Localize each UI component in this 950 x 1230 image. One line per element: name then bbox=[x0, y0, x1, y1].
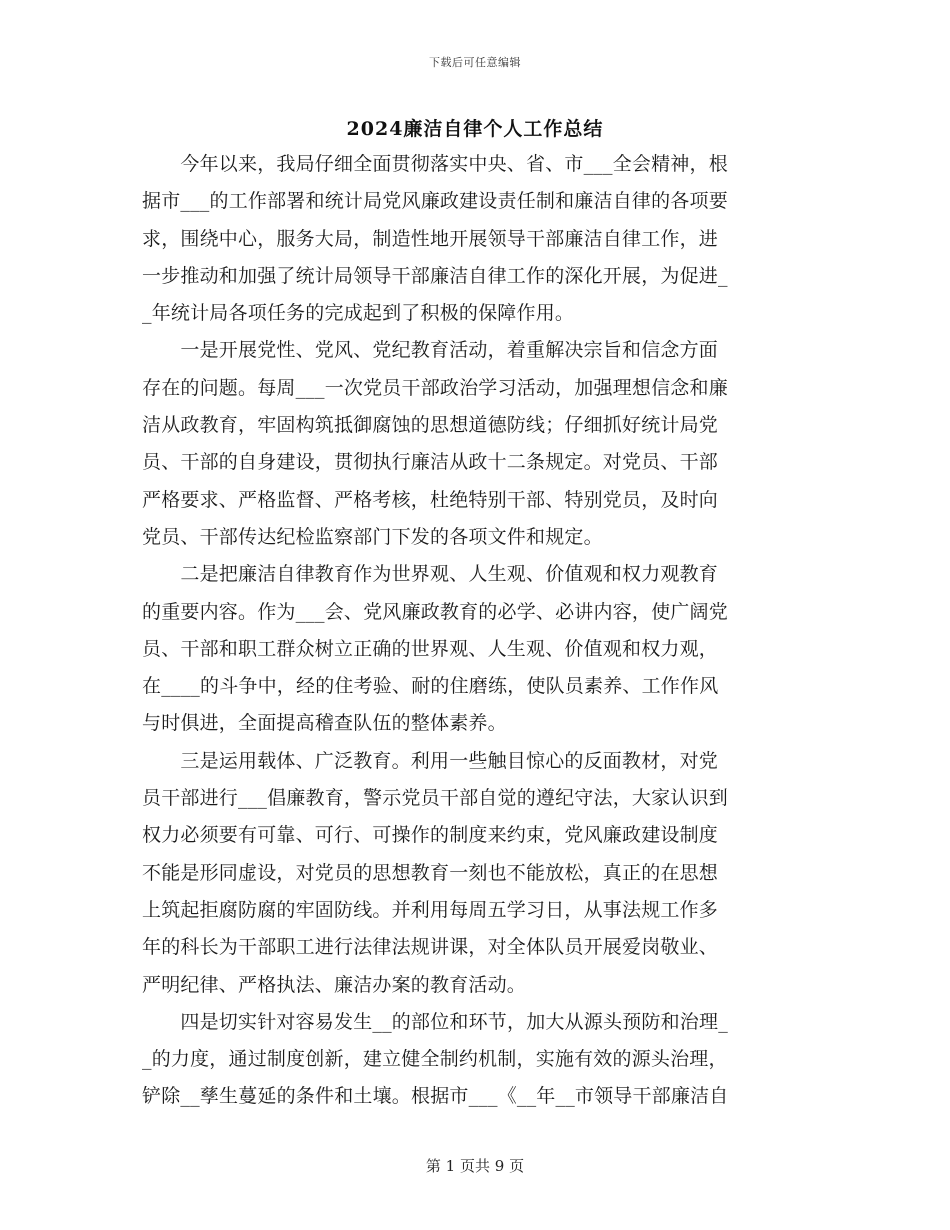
body-line: 一步推动和加强了统计局领导干部廉洁自律工作的深化开展，为促进_ bbox=[142, 264, 728, 287]
page-header: 下载后可任意编辑 bbox=[429, 56, 521, 69]
body-line: 据市___的工作部署和统计局党风廉政建设责任制和廉洁自律的各项要 bbox=[142, 190, 728, 213]
body-line: 与时俱进，全面提高稽查队伍的整体素养。 bbox=[142, 712, 507, 735]
body-line: 洁从政教育，牢固构筑抵御腐蚀的思想道德防线；仔细抓好统计局党 bbox=[142, 414, 719, 437]
body-line: 三是运用载体、广泛教育。利用一些触目惊心的反面教材，对党 bbox=[142, 749, 719, 772]
body-line: 铲除__孳生蔓延的条件和土壤。根据市___《__年__市领导干部廉洁自 bbox=[142, 1085, 729, 1108]
body-line: 严格要求、严格监督、严格考核，杜绝特别干部、特别党员，及时向 bbox=[142, 488, 719, 511]
page-footer: 第 1 页共 9 页 bbox=[425, 1157, 525, 1175]
body-line: 员、干部的自身建设，贯彻执行廉洁从政十二条规定。对党员、干部 bbox=[142, 451, 719, 474]
body-line: 二是把廉洁自律教育作为世界观、人生观、价值观和权力观教育 bbox=[142, 563, 719, 586]
body-line: _的力度，通过制度创新，建立健全制约机制，实施有效的源头治理， bbox=[142, 1048, 728, 1071]
body-line: 存在的问题。每周___一次党员干部政治学习活动，加强理想信念和廉 bbox=[142, 376, 728, 399]
body-line: 权力必须要有可靠、可行、可操作的制度来约束，党风廉政建设制度 bbox=[142, 824, 719, 847]
body-line: _年统计局各项任务的完成起到了积极的保障作用。 bbox=[142, 302, 575, 325]
body-line: 四是切实针对容易发生__的部位和环节，加大从源头预防和治理_ bbox=[142, 1010, 728, 1033]
body-line: 员干部进行___倡廉教育，警示党员干部自觉的遵纪守法，大家认识到 bbox=[142, 787, 728, 810]
body-line: 今年以来，我局仔细全面贯彻落实中央、省、市___全会精神，根 bbox=[142, 153, 728, 175]
body-line: 的重要内容。作为___会、党风廉政教育的必学、必讲内容，使广阔党 bbox=[142, 600, 728, 623]
body-line: 年的科长为干部职工进行法律法规讲课，对全体队员开展爱岗敬业、 bbox=[142, 936, 719, 959]
body-line: 党员、干部传达纪检监察部门下发的各项文件和规定。 bbox=[142, 525, 603, 548]
body-line: 一是开展党性、党风、党纪教育活动，着重解决宗旨和信念方面 bbox=[142, 339, 719, 362]
document-title: 2024廉洁自律个人工作总结 bbox=[346, 118, 604, 140]
body-line: 严明纪律、严格执法、廉洁办案的教育活动。 bbox=[142, 973, 527, 996]
body-line: 在____的斗争中，经的住考验、耐的住磨练，使队员素养、工作作风 bbox=[142, 675, 719, 698]
document-body bbox=[142, 146, 810, 1116]
body-line: 员、干部和职工群众树立正确的世界观、人生观、价值观和权力观， bbox=[142, 637, 719, 660]
body-line: 求，围绕中心，服务大局，制造性地开展领导干部廉洁自律工作，进 bbox=[142, 227, 719, 250]
body-line: 上筑起拒腐防腐的牢固防线。并利用每周五学习日，从事法规工作多 bbox=[142, 898, 719, 921]
body-line: 不能是形同虚设，对党员的思想教育一刻也不能放松，真正的在思想 bbox=[142, 861, 719, 884]
